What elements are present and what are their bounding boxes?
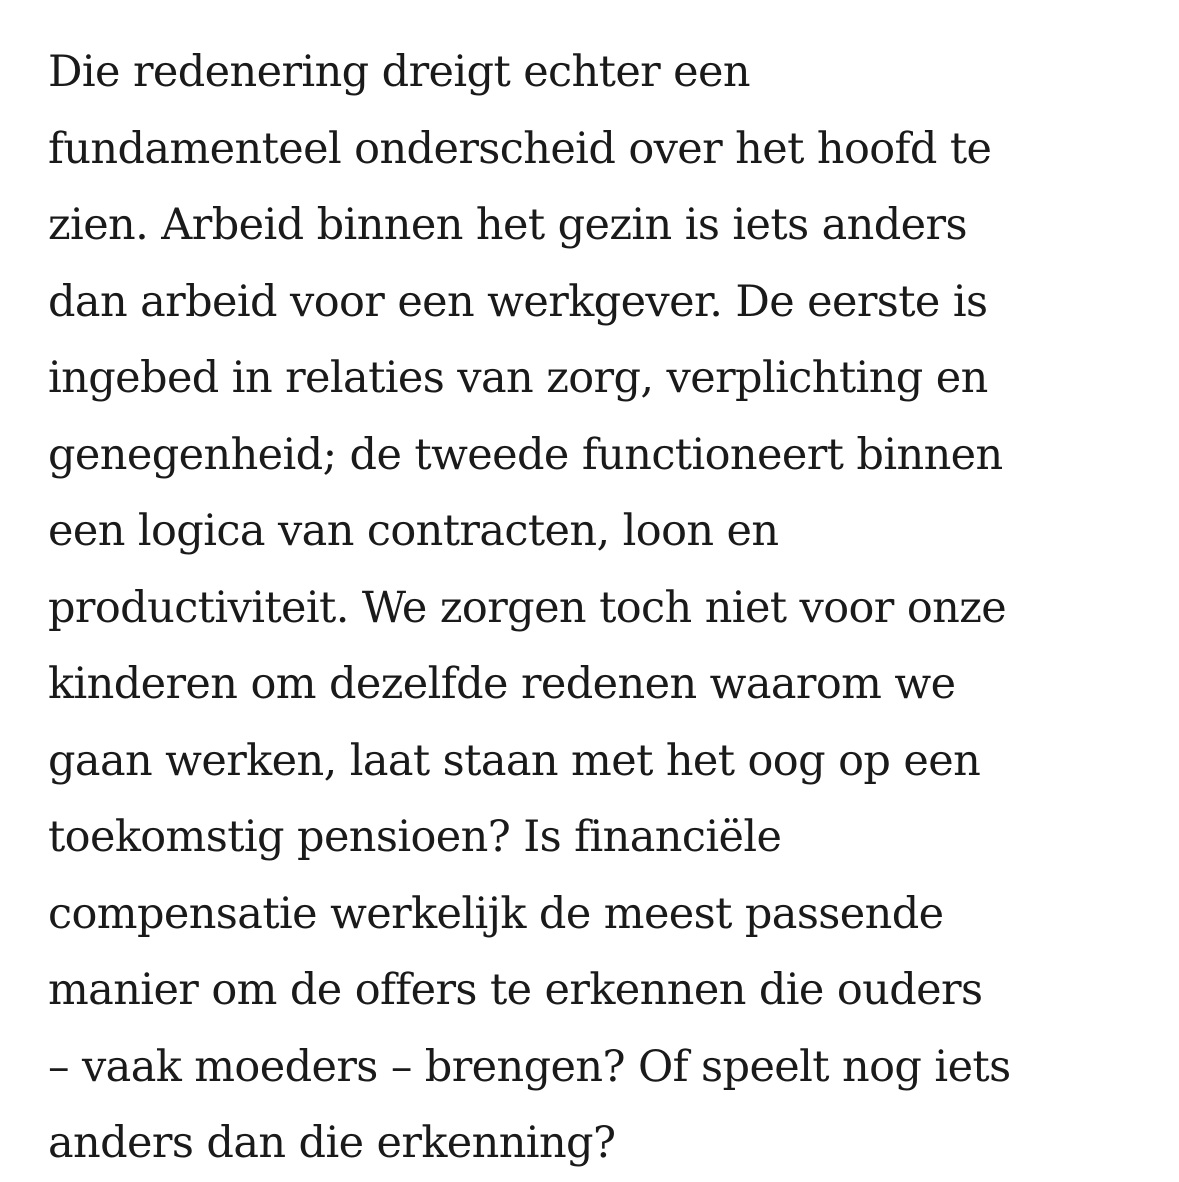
article-paragraph xyxy=(48,34,1158,1182)
text-line: zien. Arbeid binnen het gezin is iets anders xyxy=(48,200,967,250)
text-line: ingebed in relaties van zorg, verplichting en xyxy=(48,353,988,403)
text-line: manier om de offers te erkennen die ouders xyxy=(48,965,983,1015)
text-line: gaan werken, laat staan met het oog op een xyxy=(48,735,981,786)
text-line: genegenheid; de tweede functioneert binnen xyxy=(48,429,1003,480)
text-line: een logica van contracten, loon en xyxy=(48,506,779,556)
text-line: Die redenering dreigt echter een xyxy=(48,47,750,97)
text-line: toekomstig pensioen? Is financiële xyxy=(48,812,782,862)
text-line: compensatie werkelijk de meest passende xyxy=(48,888,944,939)
text-line: anders dan die erkenning? xyxy=(48,1118,616,1168)
text-line: fundamenteel onderscheid over het hoofd te xyxy=(48,123,992,174)
text-line: – vaak moeders – brengen? Of speelt nog iets xyxy=(48,1041,1011,1092)
text-line: kinderen om dezelfde redenen waarom we xyxy=(48,659,956,709)
text-line: dan arbeid voor een werkgever. De eerste is xyxy=(48,276,988,327)
text-line: productiviteit. We zorgen toch niet voor onze xyxy=(48,582,1007,633)
